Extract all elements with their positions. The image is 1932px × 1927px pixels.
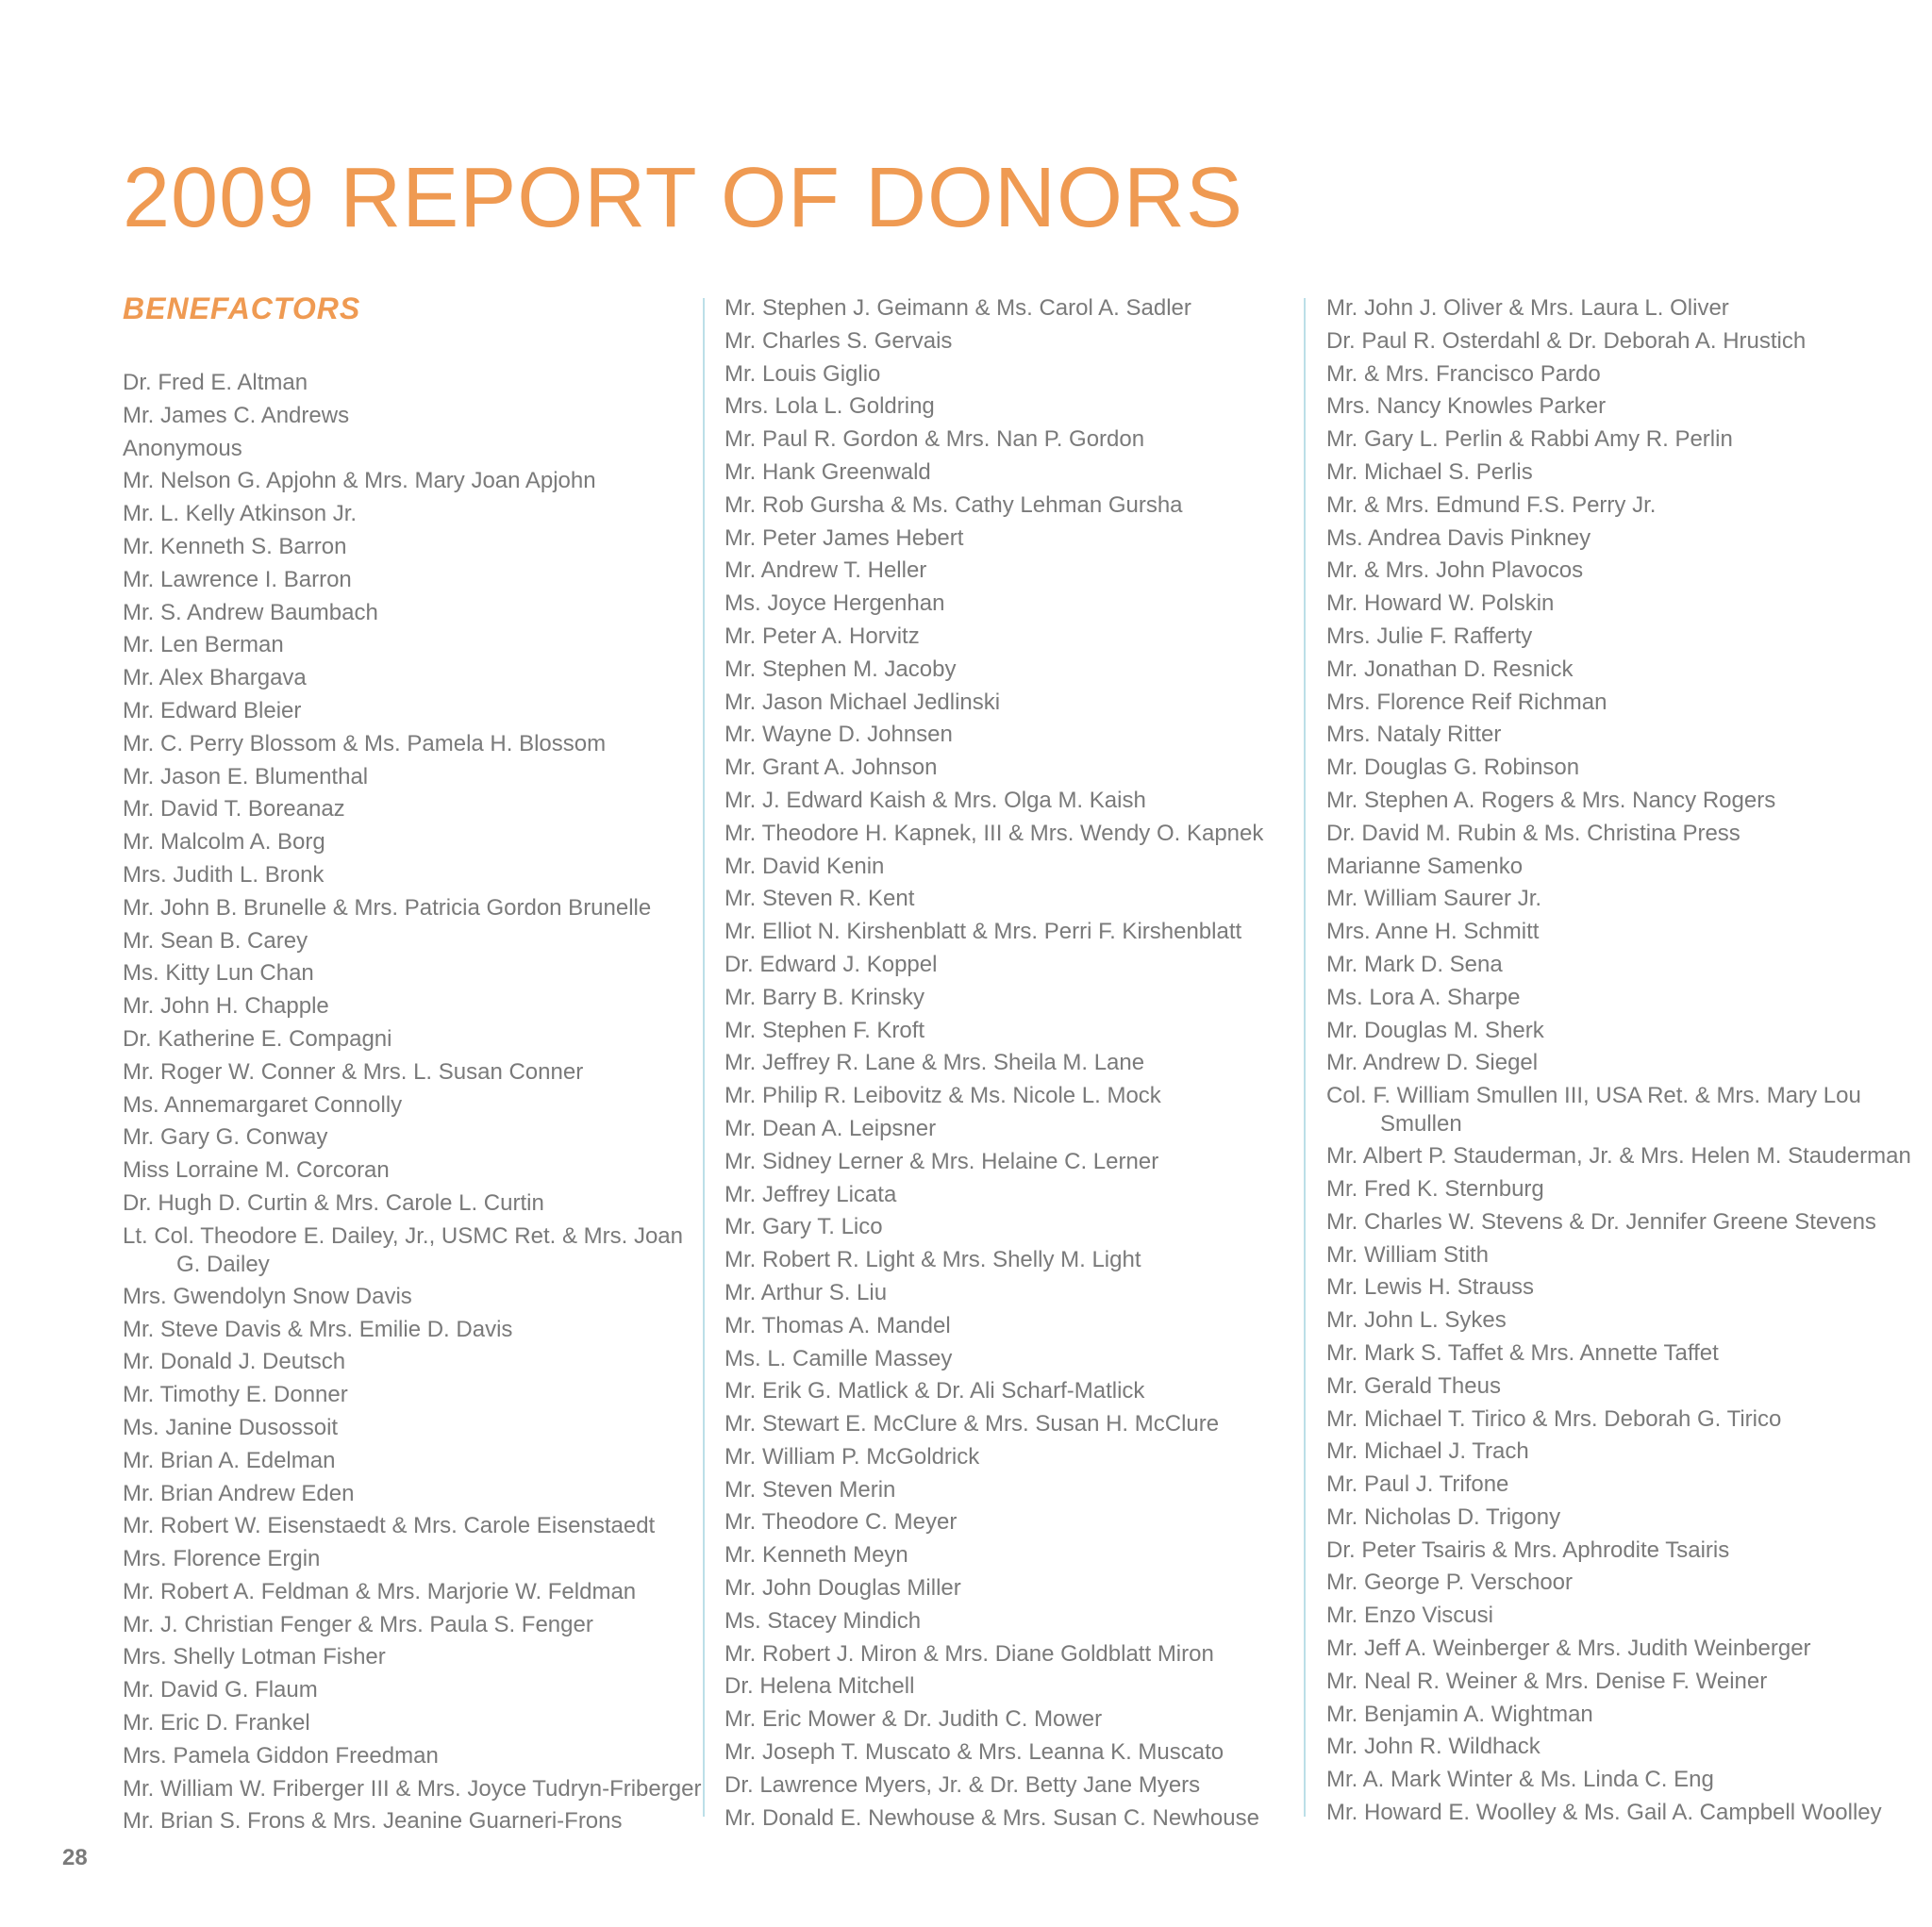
donor-name: Mr. Dean A. Leipsner — [724, 1115, 937, 1141]
donor-name: Mr. Steve Davis & Mrs. Emilie D. Davis — [123, 1316, 513, 1342]
donor-name: Mr. S. Andrew Baumbach — [123, 599, 378, 625]
donor-name: Mr. Andrew D. Siegel — [1326, 1050, 1539, 1076]
donor-name: Mr. Roger W. Conner & Mrs. L. Susan Conner — [123, 1058, 584, 1085]
donor-name: Mr. & Mrs. Francisco Pardo — [1326, 360, 1601, 387]
donor-name: Mr. Douglas G. Robinson — [1326, 755, 1580, 781]
donor-name: Mr. William W. Friberger III & Mrs. Joyce Tudryn-Friberger — [123, 1775, 702, 1802]
donor-name: Mr. Timothy E. Donner — [123, 1382, 348, 1408]
donor-name: Mrs. Anne H. Schmitt — [1326, 919, 1540, 945]
donor-name: Mr. Jeff A. Weinberger & Mrs. Judith Weinberger — [1326, 1636, 1811, 1662]
donor-name: Mr. Grant A. Johnson — [724, 755, 938, 781]
donor-name: Dr. Peter Tsairis & Mrs. Aphrodite Tsairis — [1326, 1537, 1730, 1563]
donor-name: Dr. David M. Rubin & Ms. Christina Press — [1326, 820, 1740, 846]
donor-name: Mr. Kenneth Meyn — [724, 1542, 908, 1569]
donor-name: Mr. Michael T. Tirico & Mrs. Deborah G. Tirico — [1326, 1405, 1782, 1432]
donor-name: Mr. Robert W. Eisenstaedt & Mrs. Carole Eisenstaedt — [123, 1513, 656, 1539]
donor-name: Dr. Lawrence Myers, Jr. & Dr. Betty Jane Myers — [724, 1771, 1201, 1798]
donor-name: Mr. Arthur S. Liu — [724, 1279, 888, 1305]
donor-name: Mrs. Nancy Knowles Parker — [1326, 393, 1607, 420]
donor-name: Mr. Rob Gursha & Ms. Cathy Lehman Gursha — [724, 491, 1183, 518]
donor-name: Mr. Theodore C. Meyer — [724, 1509, 958, 1536]
donor-name: Mr. John J. Oliver & Mrs. Laura L. Oliver — [1326, 295, 1729, 321]
donor-name: Mr. Erik G. Matlick & Dr. Ali Scharf-Matlick — [724, 1378, 1145, 1404]
donor-name: Mr. Peter A. Horvitz — [724, 623, 920, 649]
donor-name: Ms. Andrea Davis Pinkney — [1326, 524, 1591, 551]
donor-name: Mr. Jason E. Blumenthal — [123, 763, 369, 789]
donor-name: Mr. Enzo Viscusi — [1326, 1603, 1493, 1629]
donor-name: Mr. Howard W. Polskin — [1326, 590, 1555, 617]
donor-name: Mrs. Pamela Giddon Freedman — [123, 1742, 439, 1769]
donor-name: Mrs. Shelly Lotman Fisher — [123, 1644, 386, 1670]
donor-name: Mr. Lewis H. Strauss — [1326, 1274, 1535, 1301]
donor-name: Mr. Sidney Lerner & Mrs. Helaine C. Lerner — [724, 1148, 1159, 1174]
donor-name: Mr. Mark S. Taffet & Mrs. Annette Taffet — [1326, 1339, 1719, 1366]
donor-name: Dr. Paul R. Osterdahl & Dr. Deborah A. Hrustich — [1326, 327, 1807, 354]
donor-name: Mr. Robert J. Miron & Mrs. Diane Goldblatt Miron — [724, 1640, 1214, 1667]
donor-name: Mrs. Gwendolyn Snow Davis — [123, 1283, 412, 1309]
donor-name: Mrs. Judith L. Bronk — [123, 861, 325, 888]
donor-name: Mr. Eric Mower & Dr. Judith C. Mower — [724, 1706, 1103, 1733]
donor-name: Mr. Alex Bhargava — [123, 665, 307, 691]
donor-name: Mr. Theodore H. Kapnek, III & Mrs. Wendy O. Kapnek — [724, 820, 1264, 846]
donor-name: Mr. John Douglas Miller — [724, 1575, 961, 1602]
donor-name: Mr. Kenneth S. Barron — [123, 533, 347, 559]
donor-name: Mr. Gary L. Perlin & Rabbi Amy R. Perlin — [1326, 426, 1733, 453]
donor-column-1 — [123, 292, 708, 1837]
donor-name: Mr. C. Perry Blossom & Ms. Pamela H. Blossom — [123, 730, 607, 756]
donor-name: Mr. Sean B. Carey — [123, 927, 308, 954]
donor-name: Mr. Charles S. Gervais — [724, 327, 953, 354]
donor-name: Mr. Charles W. Stevens & Dr. Jennifer Greene Stevens — [1326, 1208, 1876, 1235]
donor-name: Mr. David Kenin — [724, 853, 885, 879]
donor-name: Mr. Brian A. Edelman — [123, 1447, 336, 1473]
donor-name: Mr. George P. Verschoor — [1326, 1570, 1574, 1596]
donor-name: Mr. J. Christian Fenger & Mrs. Paula S. Fenger — [123, 1611, 593, 1637]
donor-name: Mr. Peter James Hebert — [724, 524, 964, 551]
donor-name: Mrs. Florence Reif Richman — [1326, 689, 1607, 715]
donor-name: Mr. Fred K. Sternburg — [1326, 1175, 1544, 1202]
donor-name: Mr. John L. Sykes — [1326, 1307, 1507, 1334]
donor-name: Mr. Wayne D. Johnsen — [724, 722, 953, 748]
donor-name: Mr. Michael J. Trach — [1326, 1438, 1529, 1465]
donor-name: Mr. Jonathan D. Resnick — [1326, 656, 1574, 682]
donor-name: Mrs. Julie F. Rafferty — [1326, 623, 1533, 649]
donor-name: Mr. Stephen F. Kroft — [724, 1017, 925, 1043]
donor-name: Ms. Lora A. Sharpe — [1326, 984, 1521, 1010]
donor-name: Mr. Donald J. Deutsch — [123, 1349, 346, 1375]
donor-name: Mr. Nelson G. Apjohn & Mrs. Mary Joan Apjohn — [123, 468, 596, 494]
donor-name: Mr. Benjamin A. Wightman — [1326, 1701, 1593, 1727]
donor-name: Dr. Katherine E. Compagni — [123, 1025, 392, 1052]
donor-name: Mr. David G. Flaum — [123, 1677, 318, 1703]
donor-name: Mrs. Florence Ergin — [123, 1546, 321, 1572]
donor-name: Mr. J. Edward Kaish & Mrs. Olga M. Kaish — [724, 787, 1146, 813]
donor-name: Mr. Stephen M. Jacoby — [724, 656, 957, 682]
donor-name: Mr. Thomas A. Mandel — [724, 1312, 951, 1338]
donor-list — [1326, 292, 1930, 1830]
donor-name: Mr. Hank Greenwald — [724, 458, 931, 485]
donor-list — [724, 292, 1309, 1835]
donor-name: Mr. Philip R. Leibovitz & Ms. Nicole L. Mock — [724, 1083, 1161, 1109]
page-number: 28 — [62, 1845, 88, 1870]
donor-name: Mr. Barry B. Krinsky — [724, 984, 925, 1010]
donor-name: Miss Lorraine M. Corcoran — [123, 1157, 390, 1184]
donor-name: Mr. Jeffrey Licata — [724, 1181, 897, 1207]
donor-name: Mr. Donald E. Newhouse & Mrs. Susan C. Newhouse — [724, 1804, 1259, 1831]
donor-name: Mr. Eric D. Frankel — [123, 1710, 310, 1736]
donor-name: Mr. Nicholas D. Trigony — [1326, 1503, 1561, 1530]
donor-name: Mr. William P. McGoldrick — [724, 1443, 980, 1470]
donor-name: Mr. John H. Chapple — [123, 993, 329, 1020]
donor-name: Mr. Louis Giglio — [724, 360, 881, 387]
donor-name: Mr. Robert A. Feldman & Mrs. Marjorie W. Feldman — [123, 1578, 637, 1604]
donor-column-2 — [724, 292, 1309, 1835]
donor-name: Ms. Annemargaret Connolly — [123, 1091, 403, 1118]
donor-name: Mr. Lawrence I. Barron — [123, 566, 352, 592]
donor-name: Ms. Joyce Hergenhan — [724, 590, 945, 617]
donor-name: Mr. Paul J. Trifone — [1326, 1471, 1509, 1498]
donor-name: Mr. & Mrs. Edmund F.S. Perry Jr. — [1326, 491, 1657, 518]
donor-name: Mr. Steven R. Kent — [724, 886, 915, 912]
donor-name: Mr. Stewart E. McClure & Mrs. Susan H. McClure — [724, 1411, 1220, 1437]
donor-name: Mr. John R. Wildhack — [1326, 1734, 1541, 1760]
donor-name: Mr. Joseph T. Muscato & Mrs. Leanna K. Muscato — [724, 1739, 1224, 1766]
section-heading: BENEFACTORS — [123, 291, 361, 325]
donor-name: Ms. Janine Dusossoit — [123, 1414, 339, 1440]
donor-name: Mrs. Nataly Ritter — [1326, 722, 1502, 748]
donor-name: Mr. Brian S. Frons & Mrs. Jeanine Guarneri-Frons — [123, 1807, 623, 1834]
donor-name: Mr. Stephen J. Geimann & Ms. Carol A. Sadler — [724, 295, 1191, 321]
donor-name: Mr. Douglas M. Sherk — [1326, 1017, 1544, 1043]
donor-name: Marianne Samenko — [1326, 853, 1524, 879]
donor-name: Ms. Kitty Lun Chan — [123, 960, 314, 987]
donor-name: Ms. Stacey Mindich — [724, 1607, 922, 1634]
donor-name: Mr. Gerald Theus — [1326, 1372, 1501, 1399]
donor-name: Mr. L. Kelly Atkinson Jr. — [123, 501, 358, 527]
donor-name: Mr. Howard E. Woolley & Ms. Gail A. Campbell Woolley — [1326, 1800, 1882, 1826]
donor-name: Dr. Helena Mitchell — [724, 1673, 915, 1700]
donor-name: Mr. Michael S. Perlis — [1326, 458, 1533, 485]
donor-name: Ms. L. Camille Massey — [724, 1345, 953, 1371]
donor-name: Mr. William Saurer Jr. — [1326, 886, 1542, 912]
donor-name: Mr. Elliot N. Kirshenblatt & Mrs. Perri F. Kirshenblatt — [724, 919, 1242, 945]
donor-name: Lt. Col. Theodore E. Dailey, Jr., USMC Ret. & Mrs. Joan G. Dailey — [123, 1222, 683, 1277]
donor-name: Mr. Gary T. Lico — [724, 1214, 883, 1240]
donor-name: Dr. Hugh D. Curtin & Mrs. Carole L. Curtin — [123, 1189, 544, 1216]
donor-name: Mr. Brian Andrew Eden — [123, 1480, 355, 1506]
donor-name: Mr. & Mrs. John Plavocos — [1326, 557, 1584, 584]
donor-name: Mr. Jason Michael Jedlinski — [724, 689, 1001, 715]
donor-name: Mr. James C. Andrews — [123, 402, 350, 428]
donor-name: Mr. Albert P. Stauderman, Jr. & Mrs. Helen M. Stauderman — [1326, 1143, 1911, 1170]
donor-name: Mr. John B. Brunelle & Mrs. Patricia Gordon Brunelle — [123, 894, 652, 921]
donor-column-3 — [1326, 292, 1930, 1830]
donor-name: Mr. David T. Boreanaz — [123, 796, 345, 822]
donor-name: Mr. Paul R. Gordon & Mrs. Nan P. Gordon — [724, 426, 1145, 453]
donor-name: Dr. Fred E. Altman — [123, 370, 308, 395]
donor-name: Mrs. Lola L. Goldring — [724, 393, 935, 420]
donor-name: Mr. Steven Merin — [724, 1476, 896, 1503]
donor-name: Mr. Jeffrey R. Lane & Mrs. Sheila M. Lane — [724, 1050, 1145, 1076]
donor-name: Mr. Andrew T. Heller — [724, 557, 927, 584]
page-title: 2009 REPORT OF DONORS — [123, 151, 1244, 245]
donor-name: Anonymous — [123, 435, 242, 461]
donor-name: Mr. Malcolm A. Borg — [123, 829, 325, 856]
donor-name: Mr. Gary G. Conway — [123, 1124, 328, 1151]
donor-name: Mr. Stephen A. Rogers & Mrs. Nancy Rogers — [1326, 787, 1776, 813]
donor-name: Mr. Len Berman — [123, 632, 284, 658]
donor-name: Mr. Edward Bleier — [123, 697, 302, 723]
donor-name: Mr. Neal R. Weiner & Mrs. Denise F. Weiner — [1326, 1668, 1768, 1694]
donor-name: Mr. Robert R. Light & Mrs. Shelly M. Light — [724, 1247, 1141, 1273]
donor-name: Dr. Edward J. Koppel — [724, 951, 938, 977]
donor-name: Mr. Mark D. Sena — [1326, 951, 1503, 977]
donor-name: Col. F. William Smullen III, USA Ret. & Mrs. Mary Lou Smullen — [1326, 1083, 1861, 1138]
donor-name: Mr. A. Mark Winter & Ms. Linda C. Eng — [1326, 1767, 1714, 1793]
donor-list — [123, 367, 708, 1837]
donor-name: Mr. William Stith — [1326, 1241, 1490, 1268]
